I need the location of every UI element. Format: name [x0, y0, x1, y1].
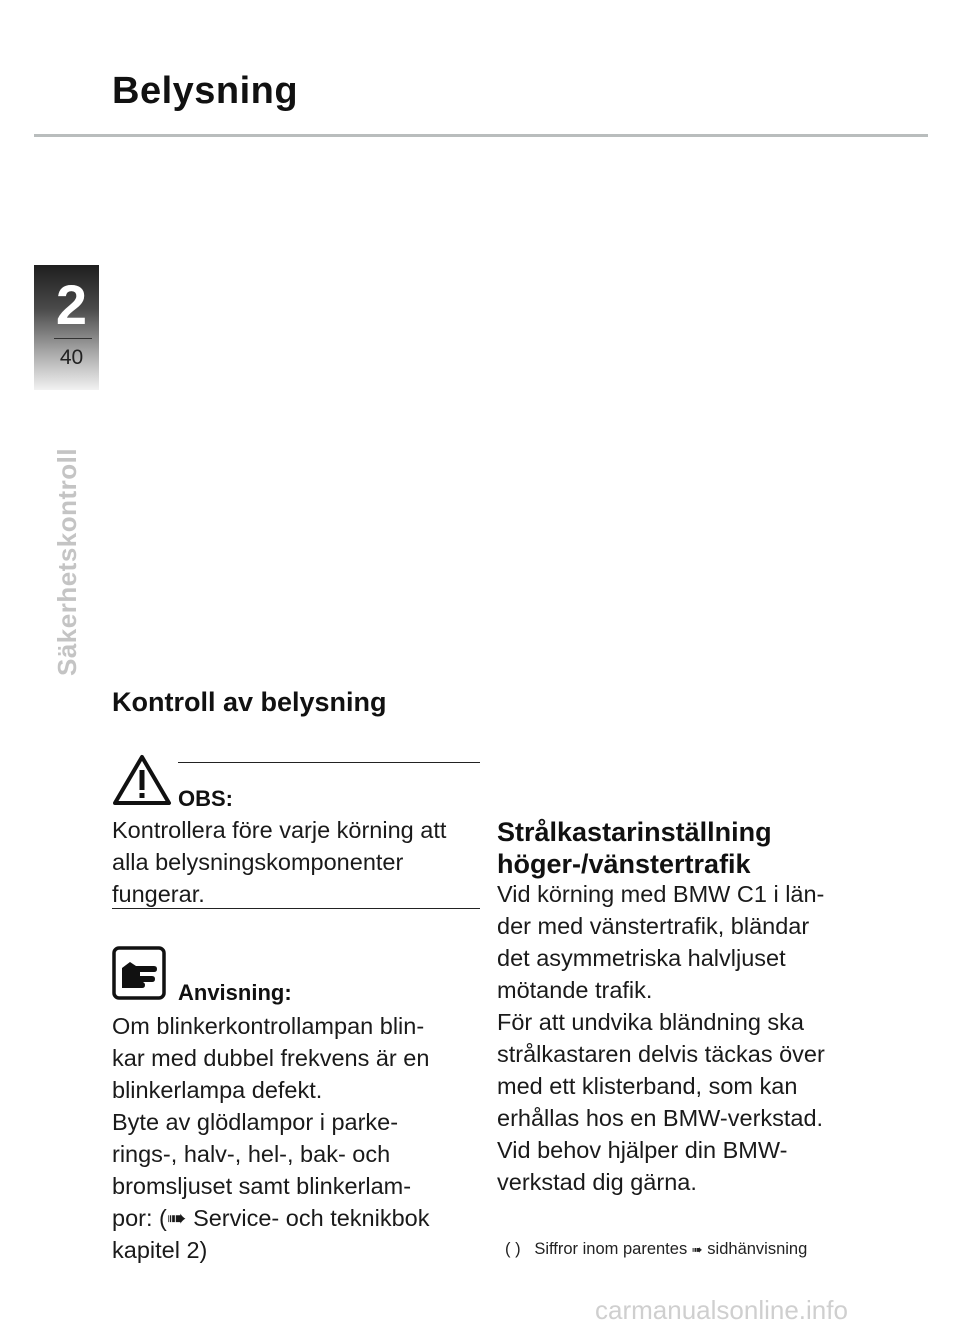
warning-line: Kontrollera före varje körning att [112, 817, 447, 843]
warning-label: OBS: [178, 786, 233, 811]
warning-triangle-icon [112, 754, 172, 806]
body-line: Vid körning med BMW C1 i län- [497, 881, 825, 907]
body-line: erhållas hos en BMW-verkstad. [497, 1105, 824, 1131]
note-text [112, 1010, 429, 1266]
body-line: Vid behov hjälper din BMW- [497, 1137, 788, 1163]
warning-top-rule [178, 762, 480, 763]
body-line: der med vänstertrafik, bländar [497, 913, 810, 939]
note-line: blinkerlampa defekt. [112, 1077, 323, 1103]
page-title: Belysning [112, 70, 299, 112]
chapter-number: 2 [55, 273, 88, 336]
note-line: rings-, halv-, hel-, bak- och [112, 1141, 391, 1167]
headlight-text [497, 878, 825, 1198]
body-line: strålkastaren delvis täckas över [497, 1041, 825, 1067]
body-line: verkstad dig gärna. [497, 1169, 697, 1195]
body-line: För att undvika bländning ska [497, 1009, 804, 1035]
note-line: kar med dubbel frekvens är en [112, 1045, 430, 1071]
chapter-divider [54, 338, 92, 339]
warning-text [112, 814, 446, 910]
note-line: kapitel 2) [112, 1237, 208, 1263]
pointing-hand-note-icon [112, 946, 166, 1000]
body-line: det asymmetriska halvljuset [497, 945, 786, 971]
body-line: mötande trafik. [497, 977, 653, 1003]
heading-line: höger-/vänstertrafik [497, 849, 751, 879]
section-side-label: Säkerhetskontroll [52, 447, 82, 676]
page-number: 40 [59, 346, 84, 369]
arrow-icon: ➠ [691, 1242, 703, 1257]
note-label: Anvisning: [178, 980, 292, 1005]
title-divider [34, 134, 928, 137]
warning-line: fungerar. [112, 881, 205, 907]
warning-bottom-rule [112, 908, 480, 909]
footer-text: Siffror inom parentes [534, 1240, 688, 1258]
footer-legend [505, 1240, 807, 1259]
note-line: Om blinkerkontrollampan blin- [112, 1013, 425, 1039]
section-heading-headlight-adjustment [497, 816, 772, 880]
section-heading-lighting-check: Kontroll av belysning [112, 687, 387, 717]
body-line: med ett klisterband, som kan [497, 1073, 798, 1099]
footer-bracket: ( ) [505, 1240, 521, 1258]
note-line: Byte av glödlampor i parke- [112, 1109, 399, 1135]
footer-ref: sidhänvisning [707, 1240, 808, 1258]
warning-line: alla belysningskomponenter [112, 849, 404, 875]
note-line: bromsljuset samt blinkerlam- [112, 1173, 412, 1199]
note-line: por: (➠ Service- och teknikbok [112, 1205, 430, 1231]
heading-line: Strålkastarinställning [497, 817, 772, 847]
watermark: carmanualsonline.info [595, 1295, 848, 1325]
